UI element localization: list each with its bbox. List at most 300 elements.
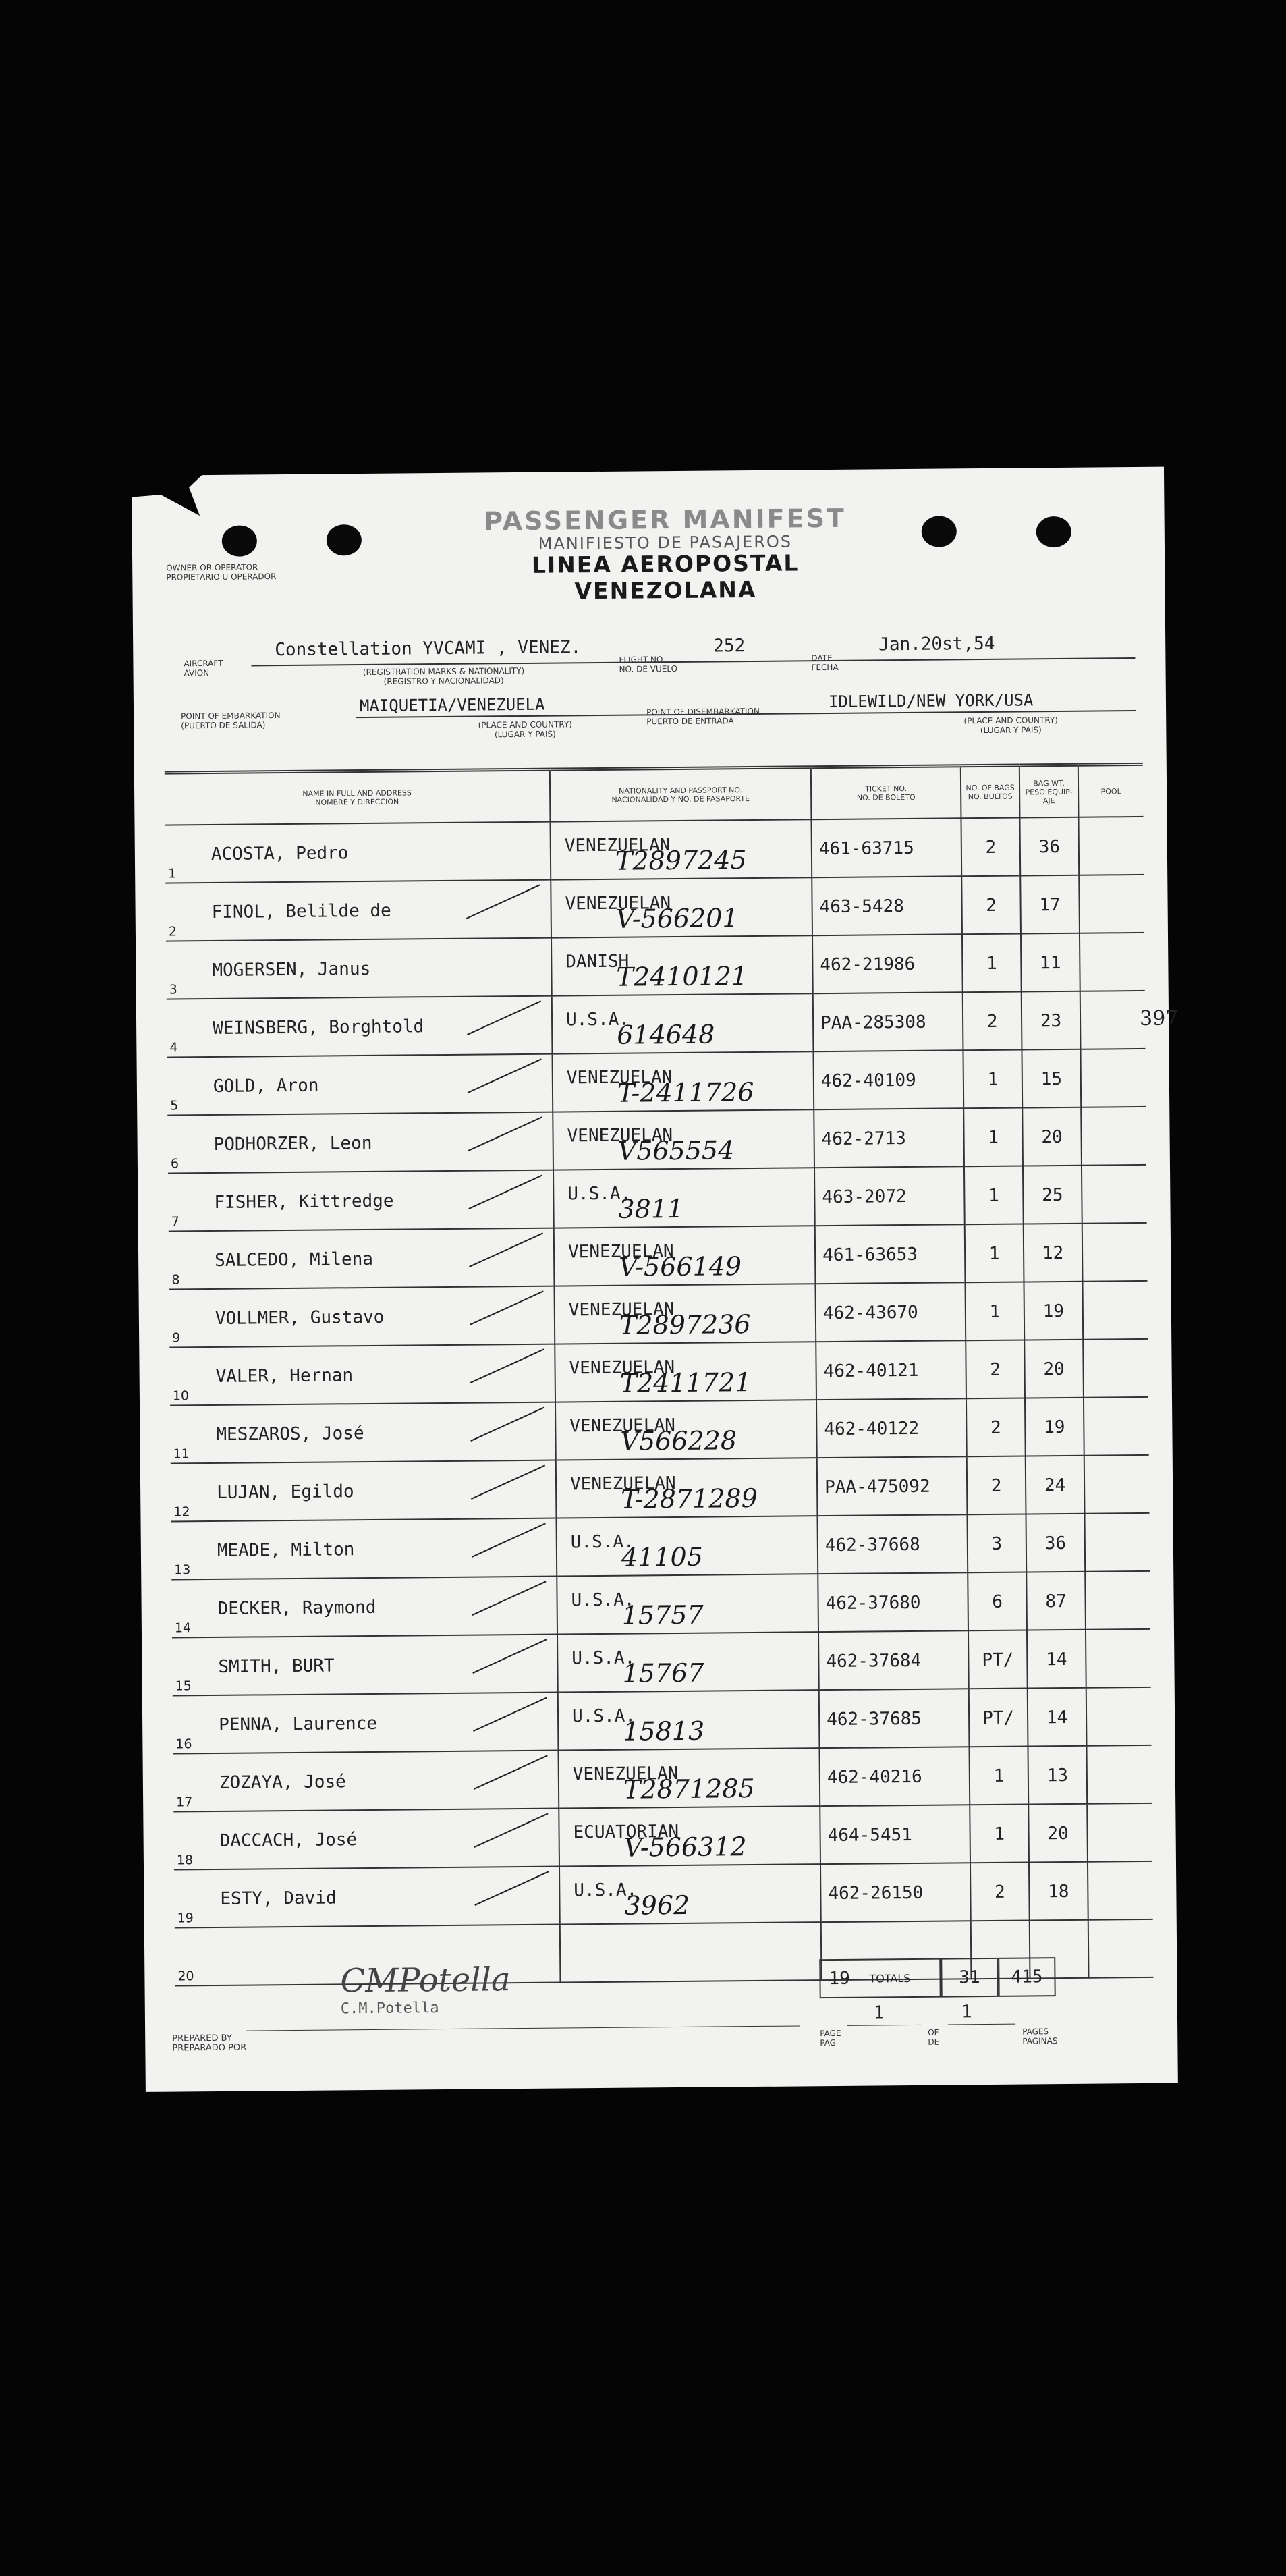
disembark-place-label: (PLACE AND COUNTRY) (LUGAR Y PAIS) xyxy=(963,715,1058,736)
table-row xyxy=(167,991,1146,1058)
nationality: VENEZUELAN xyxy=(569,1473,676,1495)
bag-count: PT/ xyxy=(982,1707,1015,1729)
pool-cell xyxy=(1086,1745,1152,1804)
ticket-cell xyxy=(816,1398,967,1458)
check-tick-mark xyxy=(470,1348,544,1383)
pool-cell xyxy=(1084,1455,1150,1514)
ticket-number: 464-5451 xyxy=(827,1824,912,1846)
table-row xyxy=(171,1455,1150,1522)
table-row xyxy=(167,1107,1146,1174)
weight-cell xyxy=(1026,1514,1085,1572)
table-row xyxy=(169,1339,1148,1406)
passport-number: T2897245 xyxy=(615,845,747,876)
row-number: 19 xyxy=(177,1911,194,1926)
bag-count: 1 xyxy=(988,1243,1000,1264)
ticket-cell xyxy=(811,818,961,877)
bags-cell xyxy=(970,1862,1030,1921)
totals-count: 19 xyxy=(829,1968,850,1990)
bags-cell xyxy=(969,1746,1028,1805)
pool-cell xyxy=(1088,1861,1153,1920)
nationality-cell xyxy=(559,1806,820,1866)
nationality: VENEZUELAN xyxy=(565,893,671,914)
ticket-cell xyxy=(812,876,962,935)
nationality-cell xyxy=(559,1864,821,1924)
bag-count: 2 xyxy=(986,895,997,916)
bag-count: 1 xyxy=(989,1301,1001,1322)
name-cell xyxy=(167,1112,553,1174)
ticket-cell xyxy=(820,1805,970,1864)
passport-number: 41105 xyxy=(621,1541,704,1572)
ticket-number: 463-2072 xyxy=(822,1186,907,1208)
ticket-cell xyxy=(816,1340,966,1400)
weight-cell xyxy=(1027,1630,1086,1689)
passport-number: T2871285 xyxy=(623,1774,755,1805)
bag-weight: 19 xyxy=(1044,1417,1065,1438)
nationality-cell xyxy=(552,1051,814,1112)
passenger-name: WEINSBERG, Borghtold xyxy=(213,1016,424,1039)
ticket-number: PAA-475092 xyxy=(824,1476,930,1498)
passenger-name: DECKER, Raymond xyxy=(217,1597,376,1619)
aircraft-label: AIRCRAFT AVION xyxy=(184,658,223,678)
check-tick-mark xyxy=(474,1755,548,1790)
page-label: PAGE PAG xyxy=(820,2028,841,2048)
flight-value: 252 xyxy=(713,636,746,657)
bag-count: 2 xyxy=(990,1475,1002,1496)
bag-weight: 25 xyxy=(1042,1184,1063,1206)
passenger-name: MESZAROS, José xyxy=(216,1423,364,1445)
table-row xyxy=(166,933,1145,999)
bags-cell xyxy=(961,876,1021,935)
nationality-cell xyxy=(551,935,813,995)
ticket-cell xyxy=(814,1166,965,1226)
bags-cell xyxy=(967,1514,1026,1572)
prepared-label: PREPARED BY PREPARADO POR xyxy=(172,2033,247,2054)
passport-number: T2410121 xyxy=(616,961,748,992)
embark-place-label: (PLACE AND COUNTRY) (LUGAR Y PAIS) xyxy=(478,719,572,740)
row-number: 6 xyxy=(170,1156,179,1172)
ticket-number: 461-63653 xyxy=(822,1244,918,1266)
bag-weight: 20 xyxy=(1041,1126,1063,1148)
bag-weight: 19 xyxy=(1042,1300,1065,1322)
weight-cell xyxy=(1028,1804,1088,1863)
passport-number: T-2871289 xyxy=(621,1483,758,1514)
bag-weight: 11 xyxy=(1040,953,1061,974)
table-row xyxy=(172,1629,1151,1696)
name-cell xyxy=(169,1286,555,1348)
passenger-name: FISHER, Kittredge xyxy=(214,1190,394,1213)
col-ticket-header: TICKET NO. NO. DE BOLETO xyxy=(811,766,961,819)
aircraft-value: Constellation YVCAMI , VENEZ. xyxy=(275,637,582,661)
pool-cell xyxy=(1080,991,1146,1049)
name-cell xyxy=(170,1402,556,1464)
name-cell xyxy=(167,1054,553,1116)
col-pool-header: POOL xyxy=(1078,764,1144,817)
ticket-number: 463-5428 xyxy=(819,896,904,918)
row-number: 15 xyxy=(175,1678,192,1694)
signature: CMPotella xyxy=(340,1961,511,2000)
ticket-cell xyxy=(815,1224,966,1284)
nationality: VENEZUELAN xyxy=(566,1067,673,1089)
table-row xyxy=(165,875,1144,941)
check-tick-mark xyxy=(474,1813,549,1848)
table-row xyxy=(169,1281,1148,1348)
check-tick-mark xyxy=(472,1639,547,1674)
ticket-cell xyxy=(820,1863,971,1922)
bags-cell xyxy=(963,992,1022,1051)
manifest-title: PASSENGER MANIFEST xyxy=(484,503,847,537)
ticket-number: 462-40109 xyxy=(820,1070,916,1092)
passport-number: 15757 xyxy=(621,1599,704,1630)
passenger-name: VALER, Hernan xyxy=(215,1365,354,1387)
passport-number: V566228 xyxy=(620,1425,737,1456)
ticket-number: 462-37668 xyxy=(824,1534,920,1556)
weight-cell xyxy=(1026,1572,1086,1630)
punch-hole xyxy=(222,525,257,556)
nationality: U.S.A. xyxy=(567,1183,632,1205)
row-number: 17 xyxy=(176,1794,193,1810)
nationality: ECUATORIAN xyxy=(573,1821,679,1843)
date-label: DATE FECHA xyxy=(811,653,839,673)
bag-weight: 87 xyxy=(1045,1591,1067,1612)
nationality: VENEZUELAN xyxy=(564,835,671,856)
row-number: 10 xyxy=(172,1388,190,1404)
passenger-name: ESTY, David xyxy=(220,1888,337,1909)
name-cell xyxy=(167,996,553,1058)
disembark-label: POINT OF DISEMBARKATION PUERTO DE ENTRADA xyxy=(646,706,760,727)
bags-cell xyxy=(965,1224,1024,1283)
nationality-cell xyxy=(553,1168,815,1228)
nationality: U.S.A. xyxy=(571,1647,636,1669)
name-cell xyxy=(173,1693,559,1754)
ticket-cell xyxy=(819,1689,970,1748)
table-row xyxy=(167,1049,1146,1116)
pool-cell xyxy=(1086,1629,1151,1688)
name-cell xyxy=(165,822,551,883)
check-tick-mark xyxy=(470,1290,544,1325)
row-number: 9 xyxy=(172,1330,181,1346)
pool-cell xyxy=(1087,1803,1152,1862)
weight-cell xyxy=(1021,933,1080,992)
of-value: 1 xyxy=(961,2002,972,2023)
punch-hole xyxy=(1036,516,1071,547)
airline-name: LINEA AEROPOSTAL VENEZOLANA xyxy=(531,549,800,605)
check-tick-mark xyxy=(473,1697,547,1732)
ticket-number: 461-63715 xyxy=(818,838,914,860)
name-cell xyxy=(169,1344,555,1406)
ticket-number: 462-43670 xyxy=(822,1302,918,1324)
bag-count: 3 xyxy=(991,1533,1003,1554)
ticket-cell xyxy=(812,934,963,993)
nationality-cell xyxy=(555,1342,816,1402)
of-label: OF DE xyxy=(928,2027,940,2047)
bag-weight: 18 xyxy=(1048,1881,1069,1902)
pool-cell xyxy=(1084,1513,1150,1572)
passenger-name: PENNA, Laurence xyxy=(219,1713,378,1735)
nationality-cell xyxy=(553,1109,814,1170)
ticket-number: PAA-285308 xyxy=(820,1012,926,1034)
passport-number: 3811 xyxy=(618,1193,684,1224)
ticket-number: 462-40121 xyxy=(823,1360,919,1382)
name-cell xyxy=(171,1460,557,1522)
pool-cell xyxy=(1085,1571,1150,1630)
prepared-underline xyxy=(246,2025,800,2031)
nationality: U.S.A. xyxy=(571,1705,636,1727)
row-number: 3 xyxy=(169,982,177,997)
bags-cell xyxy=(970,1804,1029,1863)
ticket-cell xyxy=(818,1572,968,1632)
nationality-cell xyxy=(557,1516,818,1576)
row-number: 14 xyxy=(174,1620,192,1636)
ticket-number: 462-40216 xyxy=(827,1766,922,1788)
ticket-number: 462-37680 xyxy=(825,1592,921,1614)
passport-number: V-566201 xyxy=(615,903,739,934)
ticket-number: 462-21986 xyxy=(820,954,916,976)
bag-weight: 36 xyxy=(1044,1533,1067,1554)
ticket-cell xyxy=(817,1514,968,1574)
row-number: 11 xyxy=(173,1446,190,1462)
ticket-number: 462-2713 xyxy=(821,1128,906,1150)
check-tick-mark xyxy=(468,1174,542,1209)
bag-count: 2 xyxy=(985,837,997,858)
nationality-cell xyxy=(554,1226,816,1286)
totals-weight: 415 xyxy=(998,1957,1056,1997)
bag-weight: 24 xyxy=(1044,1475,1066,1496)
name-cell xyxy=(174,1867,560,1928)
nationality-cell xyxy=(552,993,814,1053)
col-nationality-header: NATIONALITY AND PASSPORT NO. NACIONALIDAD Y NO. DE PASAPORTE xyxy=(550,767,812,822)
bag-count: 2 xyxy=(994,1882,1005,1902)
passenger-name: SALCEDO, Milena xyxy=(215,1249,374,1271)
bag-count: PT/ xyxy=(982,1649,1014,1671)
nationality: VENEZUELAN xyxy=(568,1299,675,1321)
pool-note: 397 xyxy=(1139,1006,1179,1031)
weight-cell xyxy=(1024,1282,1083,1340)
passport-number: 15813 xyxy=(623,1716,705,1747)
row-number: 13 xyxy=(174,1562,191,1578)
bag-weight: 20 xyxy=(1043,1359,1065,1380)
ticket-number: 462-26150 xyxy=(828,1882,924,1904)
nationality-cell xyxy=(557,1574,818,1634)
bag-count: 2 xyxy=(990,1417,1001,1438)
bags-cell xyxy=(963,1050,1022,1109)
weight-cell xyxy=(1020,875,1080,934)
table-row xyxy=(173,1803,1152,1870)
bag-count: 1 xyxy=(986,953,997,974)
bag-weight: 12 xyxy=(1042,1242,1064,1264)
passport-number: V-566149 xyxy=(619,1251,742,1282)
table-row xyxy=(171,1571,1150,1638)
bag-count: 1 xyxy=(993,1765,1005,1786)
table-row xyxy=(173,1687,1152,1754)
weight-cell xyxy=(1023,1166,1082,1224)
ticket-cell xyxy=(817,1456,968,1516)
row-number: 4 xyxy=(169,1040,178,1056)
punch-hole xyxy=(922,516,957,547)
bags-cell xyxy=(968,1572,1027,1630)
weight-cell xyxy=(1024,1224,1083,1282)
ticket-cell xyxy=(814,1108,964,1168)
date-value: Jan.20st,54 xyxy=(878,633,995,655)
nationality: VENEZUELAN xyxy=(567,1125,673,1147)
row-number: 7 xyxy=(171,1214,179,1230)
bags-cell xyxy=(963,1108,1023,1167)
bag-weight: 20 xyxy=(1047,1823,1069,1844)
totals-label: TOTALS xyxy=(869,1972,911,1985)
passenger-name: ACOSTA, Pedro xyxy=(211,843,349,865)
bags-cell xyxy=(966,1398,1026,1456)
bag-weight: 14 xyxy=(1046,1707,1068,1728)
row-number: 8 xyxy=(171,1272,180,1288)
passenger-name: PODHORZER, Leon xyxy=(213,1132,372,1155)
check-tick-mark xyxy=(466,884,540,919)
passport-number: 15767 xyxy=(622,1657,704,1689)
totals-bags: 31 xyxy=(941,1958,999,1998)
pool-cell xyxy=(1079,875,1144,933)
nationality-cell xyxy=(558,1690,820,1750)
bags-cell xyxy=(964,1166,1024,1225)
passenger-name: DACCACH, José xyxy=(219,1830,358,1851)
totals-count-box xyxy=(819,1958,941,1999)
passenger-name: LUJAN, Egildo xyxy=(217,1481,354,1503)
weight-cell xyxy=(1019,817,1079,876)
passenger-name: MEADE, Milton xyxy=(217,1539,355,1561)
bag-count: 1 xyxy=(994,1824,1005,1844)
bags-cell xyxy=(967,1456,1026,1514)
ticket-number: 462-37684 xyxy=(826,1650,922,1672)
nationality-cell xyxy=(557,1632,819,1692)
check-tick-mark xyxy=(472,1581,547,1616)
col-name-header: NAME IN FULL AND ADDRESS NOMBRE Y DIRECCION xyxy=(165,769,551,825)
nationality: U.S.A. xyxy=(574,1880,638,1901)
name-cell xyxy=(171,1577,557,1638)
weight-cell xyxy=(1025,1398,1084,1456)
weight-cell xyxy=(1022,1107,1082,1166)
page-value: 1 xyxy=(873,2002,885,2023)
pool-cell xyxy=(1084,1397,1149,1456)
nationality-cell xyxy=(560,1922,822,1982)
bag-weight: 13 xyxy=(1046,1765,1069,1786)
table-row xyxy=(171,1513,1150,1580)
pool-cell xyxy=(1081,1107,1146,1166)
bags-cell xyxy=(969,1688,1028,1747)
passport-number: 3962 xyxy=(624,1890,690,1921)
weight-cell xyxy=(1022,1049,1081,1108)
col-weight-header: BAG WT. PESO EQUIP-AJE xyxy=(1019,765,1079,817)
passenger-name: ZOZAYA, José xyxy=(219,1772,346,1793)
manifest-sheet xyxy=(132,467,1178,2092)
bags-cell xyxy=(962,934,1022,993)
col-bags-header: NO. OF BAGS NO. BULTOS xyxy=(961,765,1020,818)
passport-number: T2897236 xyxy=(619,1309,751,1340)
row-number: 18 xyxy=(176,1853,194,1868)
pool-cell xyxy=(1083,1339,1148,1398)
pool-cell xyxy=(1082,1223,1148,1282)
name-cell xyxy=(169,1228,555,1290)
pool-cell xyxy=(1078,817,1144,875)
nationality: VENEZUELAN xyxy=(572,1763,679,1785)
embark-label: POINT OF EMBARKATION (PUERTO DE SALIDA) xyxy=(181,711,281,731)
name-cell xyxy=(165,880,551,941)
check-tick-mark xyxy=(474,1871,549,1906)
weight-cell xyxy=(1028,1688,1087,1747)
nationality-cell xyxy=(551,877,812,937)
passenger-table xyxy=(165,763,1154,1990)
weight-cell xyxy=(1029,1862,1088,1921)
pool-cell xyxy=(1082,1281,1148,1340)
punch-hole xyxy=(327,524,362,555)
manifest-subtitle: MANIFIESTO DE PASAJEROS xyxy=(538,532,793,553)
row-number: 20 xyxy=(177,1969,194,1984)
passenger-name: GOLD, Aron xyxy=(213,1075,319,1097)
table-row xyxy=(168,1165,1147,1232)
nationality: U.S.A. xyxy=(565,1009,630,1031)
bags-cell xyxy=(961,818,1020,877)
ticket-cell xyxy=(815,1282,966,1342)
of-underline xyxy=(948,2024,1015,2025)
check-tick-mark xyxy=(471,1464,545,1500)
ticket-cell xyxy=(819,1747,970,1806)
name-cell xyxy=(173,1751,559,1812)
row-number: 5 xyxy=(170,1098,179,1114)
passenger-name: FINOL, Belilde de xyxy=(211,900,391,923)
nationality: VENEZUELAN xyxy=(569,1415,675,1437)
table-header-row xyxy=(165,764,1144,825)
ticket-cell xyxy=(813,992,963,1051)
bags-cell xyxy=(968,1630,1028,1689)
nationality-cell xyxy=(550,819,812,879)
name-cell xyxy=(166,938,552,999)
bag-weight: 14 xyxy=(1046,1649,1067,1670)
weight-cell xyxy=(1022,991,1081,1050)
passenger-name: SMITH, BURT xyxy=(218,1655,335,1677)
row-number: 2 xyxy=(168,924,177,939)
ticket-cell xyxy=(813,1050,963,1109)
bag-count: 2 xyxy=(986,1011,998,1032)
bag-count: 1 xyxy=(987,1069,999,1090)
bags-cell xyxy=(965,1282,1024,1341)
bag-weight: 36 xyxy=(1038,837,1061,858)
page-underline xyxy=(847,2025,921,2026)
bag-weight: 17 xyxy=(1039,895,1061,916)
nationality: U.S.A. xyxy=(570,1531,634,1553)
bags-cell xyxy=(966,1340,1025,1399)
table-row xyxy=(165,817,1144,883)
bag-weight: 15 xyxy=(1040,1069,1063,1090)
pool-cell xyxy=(1088,1919,1154,1978)
weight-cell xyxy=(1024,1340,1084,1398)
table-row xyxy=(173,1745,1152,1812)
table-row xyxy=(169,1223,1148,1290)
nationality-cell xyxy=(555,1284,816,1344)
name-cell xyxy=(171,1518,557,1580)
nationality: VENEZUELAN xyxy=(567,1241,674,1263)
ticket-cell xyxy=(818,1630,969,1690)
bag-count: 1 xyxy=(988,1185,999,1206)
check-tick-mark xyxy=(470,1406,544,1442)
passport-number: 614648 xyxy=(617,1019,715,1050)
passport-number: V565554 xyxy=(617,1135,735,1166)
check-tick-mark xyxy=(472,1523,546,1558)
torn-corner xyxy=(128,468,210,516)
bag-count: 1 xyxy=(988,1127,999,1148)
passenger-name: VOLLMER, Gustavo xyxy=(215,1307,385,1329)
passenger-name: MOGERSEN, Janus xyxy=(212,958,371,981)
bag-weight: 23 xyxy=(1040,1011,1062,1032)
weight-cell xyxy=(1026,1456,1085,1514)
passport-number: V-566312 xyxy=(623,1832,747,1863)
pool-cell xyxy=(1080,933,1145,991)
ticket-number: 462-37685 xyxy=(826,1708,922,1730)
